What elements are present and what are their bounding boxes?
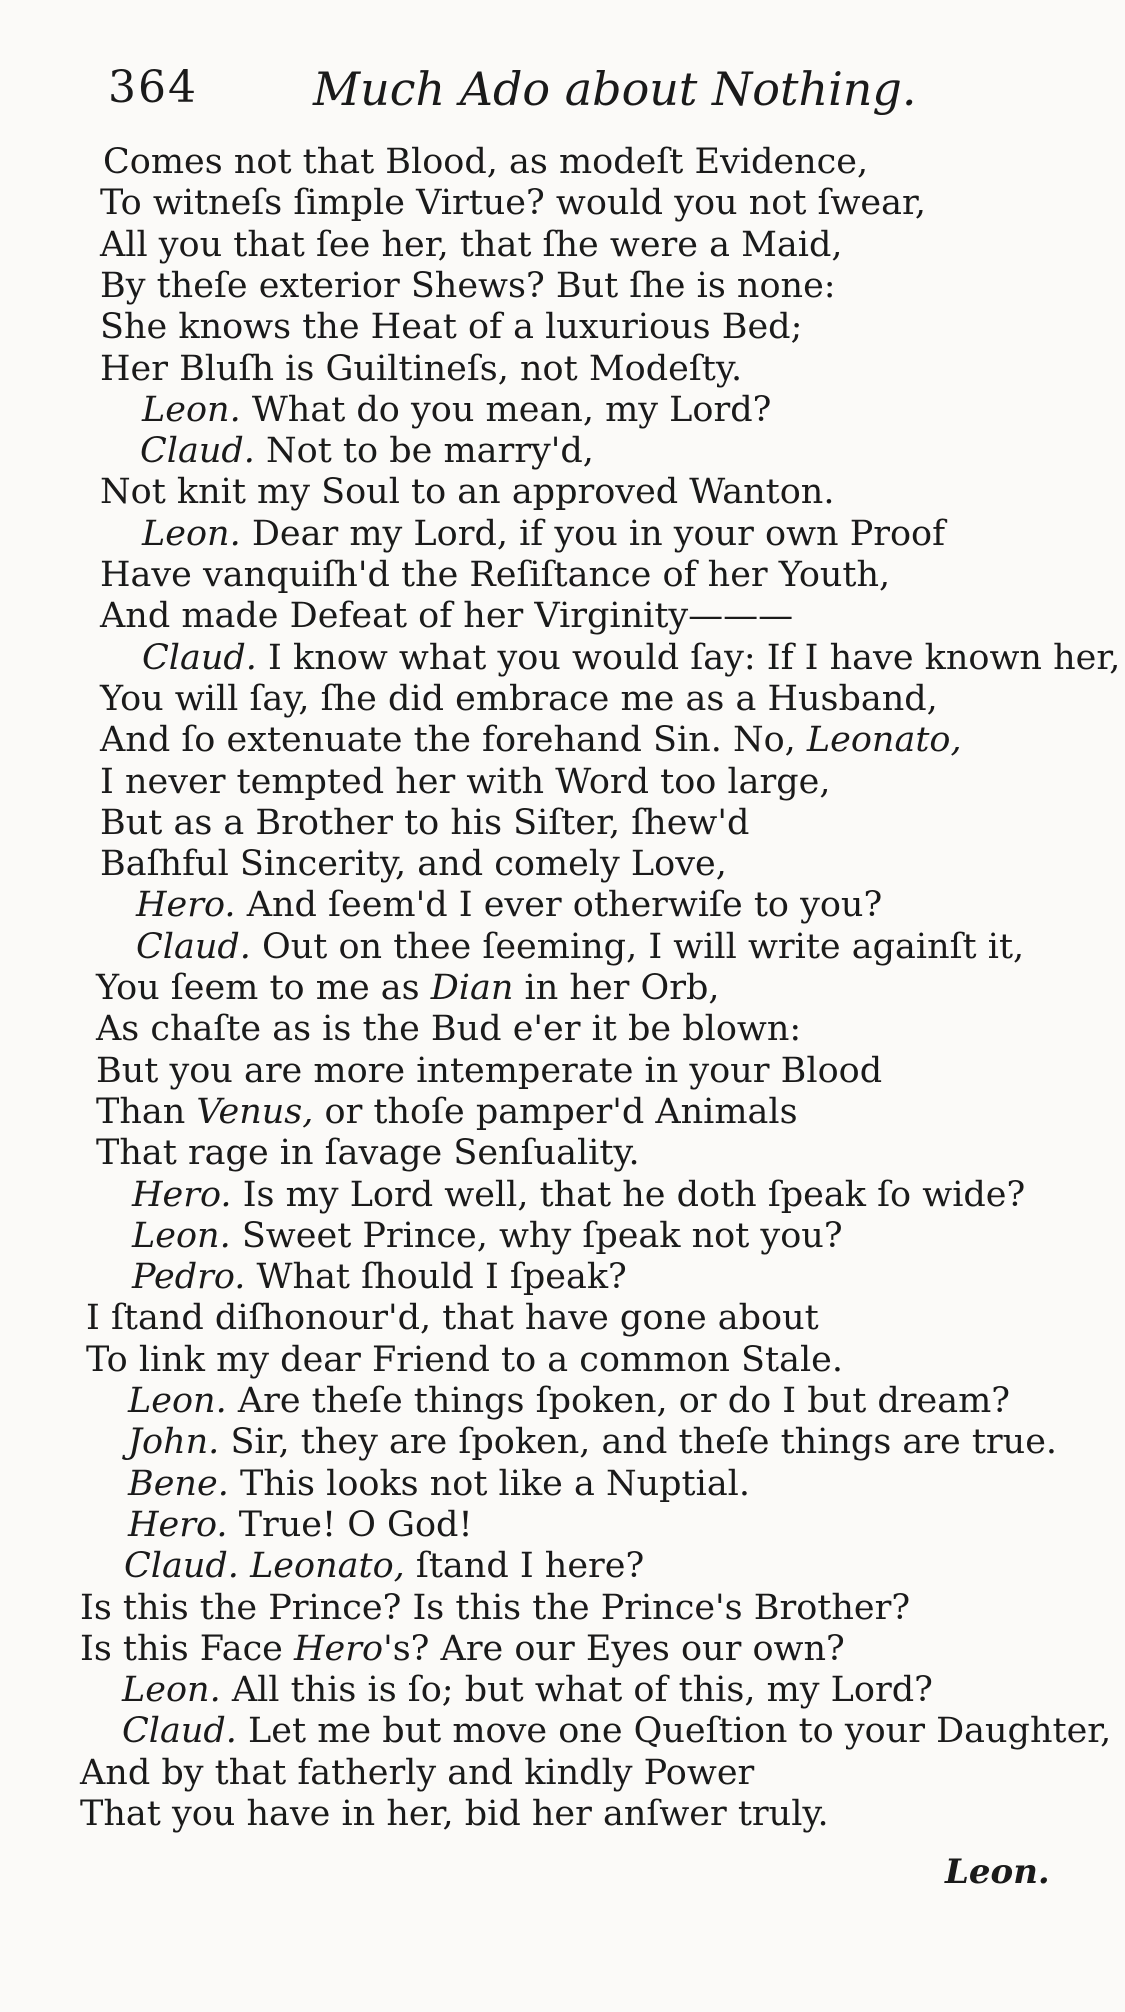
line-text: Not to be marry'd, xyxy=(254,431,594,472)
speaker-name: Claud. xyxy=(122,1711,237,1752)
italic-name: Venus, xyxy=(196,1091,314,1132)
line-text: Sir, they are ſpoken, and theſe things are true. xyxy=(219,1422,1058,1463)
text-line xyxy=(100,183,926,224)
text-line xyxy=(142,638,1120,679)
text-line xyxy=(80,1588,910,1629)
text-line xyxy=(96,1051,882,1092)
text-line xyxy=(132,1175,1025,1216)
italic-name: Leonato, xyxy=(806,720,962,761)
text-line xyxy=(96,1009,801,1050)
speaker-name: Bene. xyxy=(128,1463,229,1504)
text-line xyxy=(100,307,802,348)
speaker-name: Claud. xyxy=(136,926,251,967)
catchword: Leon. xyxy=(945,1852,1050,1892)
line-text: And ſeem'd I ever otherwiſe to you? xyxy=(235,885,883,926)
line-text: All this is ſo; but what of this, my Lord? xyxy=(220,1670,933,1711)
text-line xyxy=(80,1753,754,1794)
running-title: Much Ado about Nothing. xyxy=(313,62,917,116)
text-line xyxy=(128,1464,750,1505)
speaker-name: Hero. xyxy=(128,1504,228,1545)
text-line xyxy=(128,1505,473,1546)
line-text: Baſhful Sincerity, and comely Love, xyxy=(100,844,727,885)
speaker-name: Leon. xyxy=(142,389,241,430)
line-text: Let me but move one Queſtion to your Daughter, xyxy=(236,1711,1112,1752)
text-line xyxy=(86,1340,843,1381)
line-text: Is this the Prince? Is this the Prince's Brother? xyxy=(80,1587,911,1628)
text-line xyxy=(100,472,834,513)
speaker-name: Claud. xyxy=(124,1546,239,1587)
text-line xyxy=(128,1422,1057,1463)
text-line xyxy=(100,596,793,637)
line-text: I never tempted her with Word too large, xyxy=(100,761,831,802)
line-text: To link my dear Friend to a common Stale. xyxy=(86,1339,843,1380)
line-text: This looks not like a Nuptial. xyxy=(228,1463,750,1504)
line-text: But as a Brother to his Siſter, ſhew'd xyxy=(100,802,750,843)
line-text-after: in her Orb, xyxy=(513,968,720,1008)
text-line xyxy=(96,968,719,1009)
speaker-name: Leon. xyxy=(122,1670,221,1711)
line-text: What do you mean, my Lord? xyxy=(240,389,772,430)
line-text: Have vanquiſh'd the Reſiſtance of her Youth, xyxy=(100,555,891,595)
line-text: All you that ſee her, that ſhe were a Maid, xyxy=(100,224,843,265)
line-text: What ſhould I ſpeak? xyxy=(245,1257,627,1298)
text-line xyxy=(96,1092,798,1133)
line-text: That rage in ſavage Senſuality. xyxy=(96,1133,640,1174)
line-text: Her Bluſh is Guiltineſs, not Modeſty. xyxy=(100,348,743,389)
line-text: You ſeem to me as xyxy=(96,968,431,1008)
text-line xyxy=(140,431,594,472)
text-line xyxy=(100,844,727,885)
text-line xyxy=(100,555,890,596)
line-text: Out on thee ſeeming, I will write againſt it, xyxy=(250,926,1025,967)
text-line xyxy=(80,1629,845,1670)
speaker-name: John. xyxy=(128,1422,220,1463)
line-text: But you are more intemperate in your Blood xyxy=(96,1050,883,1091)
speaker-name: Hero. xyxy=(136,885,236,926)
line-text: Are theſe things ſpoken, or do I but dream? xyxy=(226,1381,1011,1421)
line-text xyxy=(239,1546,250,1586)
line-text: You will ſay, ſhe did embrace me as a Husband, xyxy=(100,678,938,719)
text-line xyxy=(100,266,836,307)
italic-name: Dian xyxy=(430,968,514,1008)
line-text-after: 's? Are our Eyes our own? xyxy=(383,1628,845,1669)
line-text: Comes not that Blood, as modeſt Evidence, xyxy=(103,142,869,182)
speaker-name: Leon. xyxy=(142,513,241,554)
line-text: That you have in her, bid her anſwer truly. xyxy=(80,1794,829,1834)
line-text: As chaſte as is the Bud e'er it be blown: xyxy=(96,1009,802,1050)
text-line xyxy=(136,927,1024,968)
line-text: Dear my Lord, if you in your own Proof xyxy=(240,513,946,554)
text-line xyxy=(132,1216,843,1257)
speaker-name: Hero. xyxy=(132,1174,232,1215)
line-text: Sweet Prince, why ſpeak not you? xyxy=(230,1215,843,1256)
line-text: I ſtand diſhonour'd, that have gone about xyxy=(86,1298,819,1339)
line-text-after: or thoſe pamper'd Animals xyxy=(313,1091,798,1132)
speaker-name: Pedro. xyxy=(132,1257,246,1298)
text-line xyxy=(103,142,868,183)
text-line xyxy=(142,390,771,431)
text-line xyxy=(100,762,831,803)
text-line xyxy=(100,225,843,266)
line-text: I know what you would ſay: If I have known her, xyxy=(256,637,1121,678)
running-header xyxy=(108,62,1008,132)
line-text: Than xyxy=(96,1091,197,1132)
speaker-name: Claud. xyxy=(140,431,255,472)
line-text: And ſo extenuate the forehand Sin. No, xyxy=(100,720,807,761)
text-line xyxy=(122,1670,933,1711)
line-text: Is this Face xyxy=(80,1628,295,1669)
text-line xyxy=(86,1298,819,1339)
text-line xyxy=(136,885,882,926)
text-line xyxy=(80,1794,829,1835)
line-text: Is my Lord well, that he doth ſpeak ſo wide? xyxy=(231,1174,1026,1215)
text-line xyxy=(100,679,938,720)
line-text: By theſe exterior Shews? But ſhe is none: xyxy=(100,265,836,306)
italic-name: Leonato, xyxy=(250,1546,405,1587)
text-line xyxy=(100,720,962,761)
speaker-name: Leon. xyxy=(132,1215,231,1256)
text-line xyxy=(124,1546,644,1587)
speaker-name: Claud. xyxy=(142,637,257,678)
line-text: And made Defeat of her Virginity——— xyxy=(100,596,794,637)
page-number: 364 xyxy=(108,62,198,113)
line-text-after: ſtand I here? xyxy=(404,1546,645,1587)
text-line xyxy=(128,1381,1010,1422)
line-text: True! O God! xyxy=(227,1504,473,1545)
line-text: To witneſs ſimple Virtue? would you not ſwear, xyxy=(100,183,927,224)
line-text: She knows the Heat of a luxurious Bed; xyxy=(100,307,803,348)
text-line xyxy=(96,1133,640,1174)
text-line xyxy=(142,514,945,555)
text-line xyxy=(100,349,742,390)
line-text: Not knit my Soul to an approved Wanton. xyxy=(100,472,835,513)
text-line xyxy=(132,1257,627,1298)
text-line xyxy=(100,803,749,844)
line-text: And by that fatherly and kindly Power xyxy=(80,1752,755,1793)
text-line xyxy=(122,1711,1111,1752)
speaker-name: Leon. xyxy=(128,1381,227,1421)
italic-name: Hero xyxy=(294,1628,384,1669)
